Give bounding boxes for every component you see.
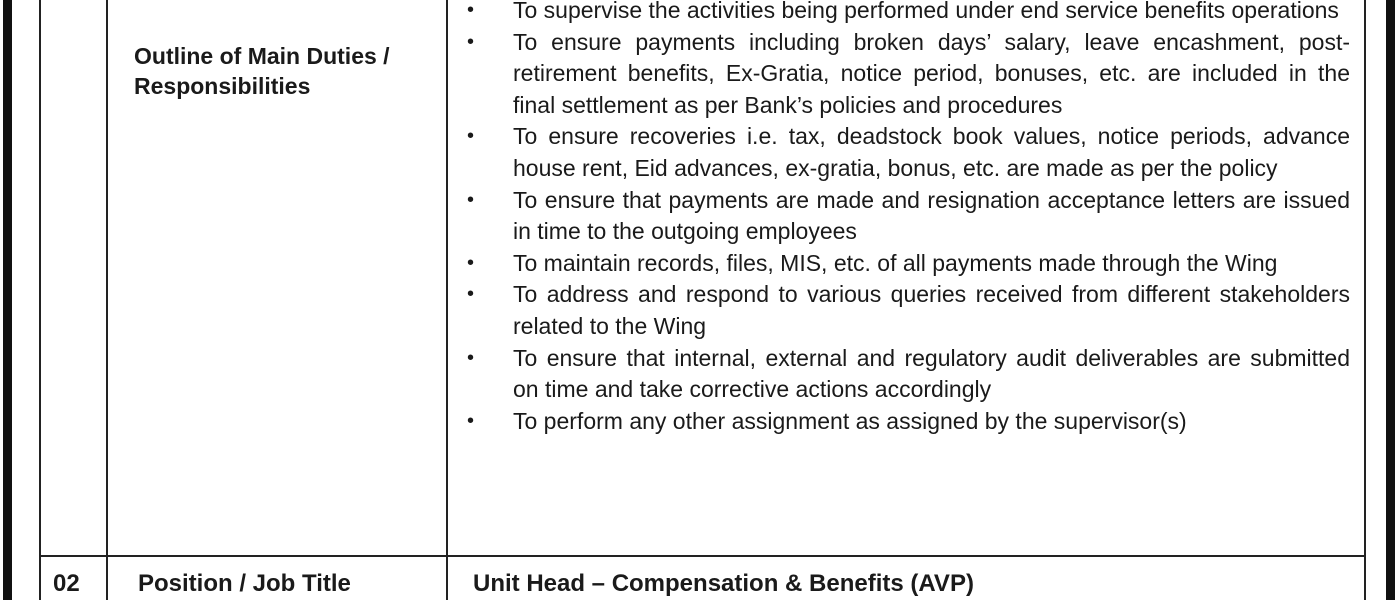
duty-text: To maintain records, files, MIS, etc. of all payments made through the Wing	[513, 249, 1278, 276]
position-title-value: Unit Head – Compensation & Benefits (AVP)	[473, 570, 974, 597]
duties-label: Outline of Main Duties / Responsibilities	[134, 43, 390, 99]
bullet-icon: •	[467, 0, 475, 21]
duty-item	[460, 121, 1350, 184]
duty-text: To supervise the activities being performed under end service benefits operations	[513, 0, 1339, 23]
bullet-icon: •	[467, 409, 475, 432]
duty-item	[460, 279, 1350, 342]
duty-item	[460, 248, 1350, 280]
outer-frame-right	[1386, 0, 1395, 600]
bullet-icon: •	[467, 188, 475, 211]
duties-list	[460, 0, 1350, 437]
duty-item	[460, 27, 1350, 122]
bullet-icon: •	[467, 283, 475, 306]
bullet-icon: •	[467, 346, 475, 369]
table-column-divider-number	[106, 0, 108, 600]
bullet-icon: •	[467, 251, 475, 274]
bullet-icon: •	[467, 125, 475, 148]
duty-item	[460, 406, 1350, 438]
duty-text: To ensure that payments are made and resignation acceptance letters are issued in time to the outgoing employees	[513, 186, 1350, 245]
duty-text: To perform any other assignment as assigned by the supervisor(s)	[513, 407, 1187, 434]
outer-frame-left	[3, 0, 12, 600]
table-border-right	[1364, 0, 1366, 600]
duty-item	[460, 343, 1350, 406]
duty-item	[460, 185, 1350, 248]
duty-text: To ensure recoveries i.e. tax, deadstock book values, notice periods, advance house rent, Eid advances, ex-gratia, bonus, etc. are made as per the policy	[513, 123, 1350, 181]
duty-text: To address and respond to various queries received from different stakeholders related to the Wing	[513, 281, 1350, 339]
bullet-icon: •	[467, 30, 475, 53]
duty-text: To ensure that internal, external and regulatory audit deliverables are submitted on time and take corrective actions accordingly	[513, 344, 1350, 403]
row-number: 02	[53, 570, 80, 597]
table-row-divider	[39, 555, 1366, 557]
position-title-label: Position / Job Title	[138, 570, 351, 597]
duty-item	[460, 0, 1350, 27]
table-column-divider-label	[446, 0, 448, 600]
duty-text: To ensure payments including broken days’ salary, leave encashment, post-retirement benefits, Ex-Gratia, notice period, bonuses, etc. are included in the final settlement as per Bank’s policies and procedures	[513, 28, 1350, 118]
table-border-left	[39, 0, 41, 600]
